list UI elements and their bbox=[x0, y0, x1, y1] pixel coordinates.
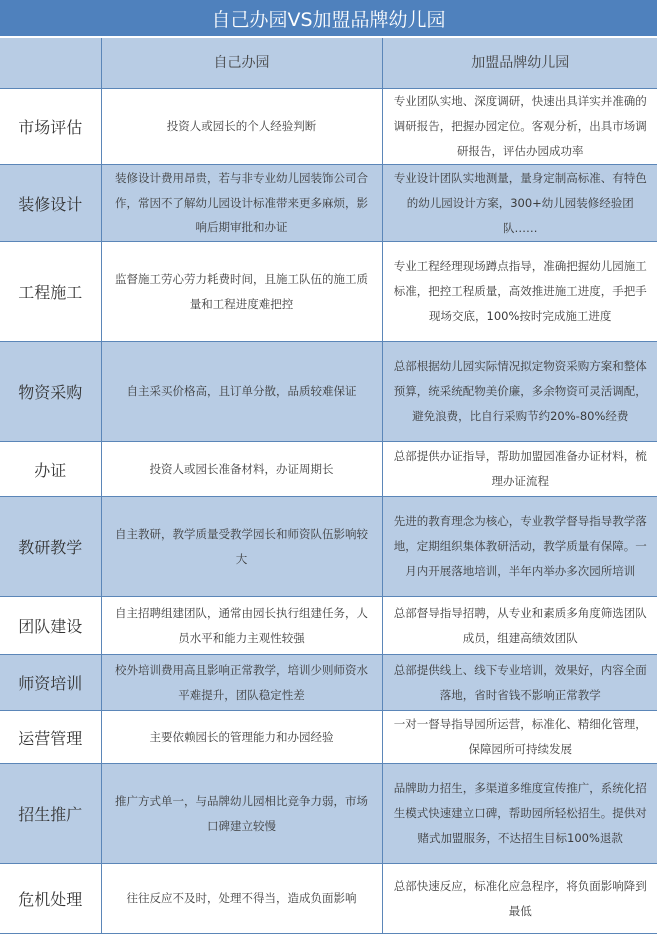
row-category: 装修设计 bbox=[0, 165, 101, 242]
table-row bbox=[0, 864, 657, 934]
header-category bbox=[0, 38, 101, 89]
row-own-cell: 投资人或园长准备材料，办证周期长 bbox=[101, 442, 382, 497]
row-brand-cell: 总部提供办证指导，帮助加盟园准备办证材料，梳理办证流程 bbox=[382, 442, 657, 497]
table-row bbox=[0, 655, 657, 711]
table-row bbox=[0, 89, 657, 165]
table-row bbox=[0, 342, 657, 442]
row-brand-cell: 总部督导指导招聘，从专业和素质多角度筛选团队成员，组建高绩效团队 bbox=[382, 597, 657, 655]
table-row bbox=[0, 597, 657, 655]
table-row bbox=[0, 764, 657, 864]
row-brand-cell: 总部提供线上、线下专业培训，效果好，内容全面落地，省时省钱不影响正常教学 bbox=[382, 655, 657, 711]
table-row bbox=[0, 165, 657, 242]
table-row bbox=[0, 711, 657, 764]
row-brand-cell: 一对一督导指导园所运营，标准化、精细化管理，保障园所可持续发展 bbox=[382, 711, 657, 764]
comparison-table bbox=[0, 37, 657, 934]
row-own-cell: 自主招聘组建团队，通常由园长执行组建任务，人员水平和能力主观性较强 bbox=[101, 597, 382, 655]
row-own-cell: 自主采买价格高，且订单分散，品质较难保证 bbox=[101, 342, 382, 442]
row-own-cell: 校外培训费用高且影响正常教学，培训少则师资水平难提升，团队稳定性差 bbox=[101, 655, 382, 711]
row-brand-cell: 先进的教育理念为核心，专业教学督导指导教学落地，定期组织集体教研活动，教学质量有保障。一月内开展落地培训，半年内举办多次园所培训 bbox=[382, 497, 657, 597]
row-own-cell: 推广方式单一，与品牌幼儿园相比竞争力弱，市场口碑建立较慢 bbox=[101, 764, 382, 864]
row-own-cell: 监督施工劳心劳力耗费时间，且施工队伍的施工质量和工程进度难把控 bbox=[101, 242, 382, 342]
table-row bbox=[0, 242, 657, 342]
row-brand-cell: 总部快速反应，标准化应急程序，将负面影响降到最低 bbox=[382, 864, 657, 934]
row-category: 物资采购 bbox=[0, 342, 101, 442]
row-category: 办证 bbox=[0, 442, 101, 497]
table-row bbox=[0, 497, 657, 597]
row-own-cell: 投资人或园长的个人经验判断 bbox=[101, 89, 382, 165]
row-category: 危机处理 bbox=[0, 864, 101, 934]
header-franchise-kindergarten: 加盟品牌幼儿园 bbox=[382, 38, 657, 89]
row-category: 招生推广 bbox=[0, 764, 101, 864]
table-header-row bbox=[0, 38, 657, 89]
row-category: 市场评估 bbox=[0, 89, 101, 165]
row-category: 工程施工 bbox=[0, 242, 101, 342]
table-row bbox=[0, 442, 657, 497]
header-own-kindergarten: 自己办园 bbox=[101, 38, 382, 89]
row-own-cell: 往往反应不及时，处理不得当，造成负面影响 bbox=[101, 864, 382, 934]
row-category: 团队建设 bbox=[0, 597, 101, 655]
row-brand-cell: 品牌助力招生，多渠道多维度宣传推广，系统化招生模式快速建立口碑，帮助园所轻松招生。提供对赌式加盟服务，不达招生目标100%退款 bbox=[382, 764, 657, 864]
row-own-cell: 自主教研，教学质量受教学园长和师资队伍影响较大 bbox=[101, 497, 382, 597]
row-category: 师资培训 bbox=[0, 655, 101, 711]
row-own-cell: 装修设计费用昂贵，若与非专业幼儿园装饰公司合作，常因不了解幼儿园设计标准带来更多麻烦，影响后期审批和办证 bbox=[101, 165, 382, 242]
row-brand-cell: 专业团队实地、深度调研，快速出具详实并准确的调研报告，把握办园定位。客观分析，出具市场调研报告，评估办园成功率 bbox=[382, 89, 657, 165]
row-brand-cell: 总部根据幼儿园实际情况拟定物资采购方案和整体预算，统采统配物美价廉，多余物资可灵活调配，避免浪费，比自行采购节约20%-80%经费 bbox=[382, 342, 657, 442]
row-brand-cell: 专业工程经理现场蹲点指导，准确把握幼儿园施工标准，把控工程质量，高效推进施工进度，手把手现场交底，100%按时完成施工进度 bbox=[382, 242, 657, 342]
row-brand-cell: 专业设计团队实地测量，量身定制高标准、有特色的幼儿园设计方案，300+幼儿园装修经验团队…… bbox=[382, 165, 657, 242]
page-title: 自己办园VS加盟品牌幼儿园 bbox=[0, 0, 657, 36]
row-category: 教研教学 bbox=[0, 497, 101, 597]
row-category: 运营管理 bbox=[0, 711, 101, 764]
row-own-cell: 主要依赖园长的管理能力和办园经验 bbox=[101, 711, 382, 764]
